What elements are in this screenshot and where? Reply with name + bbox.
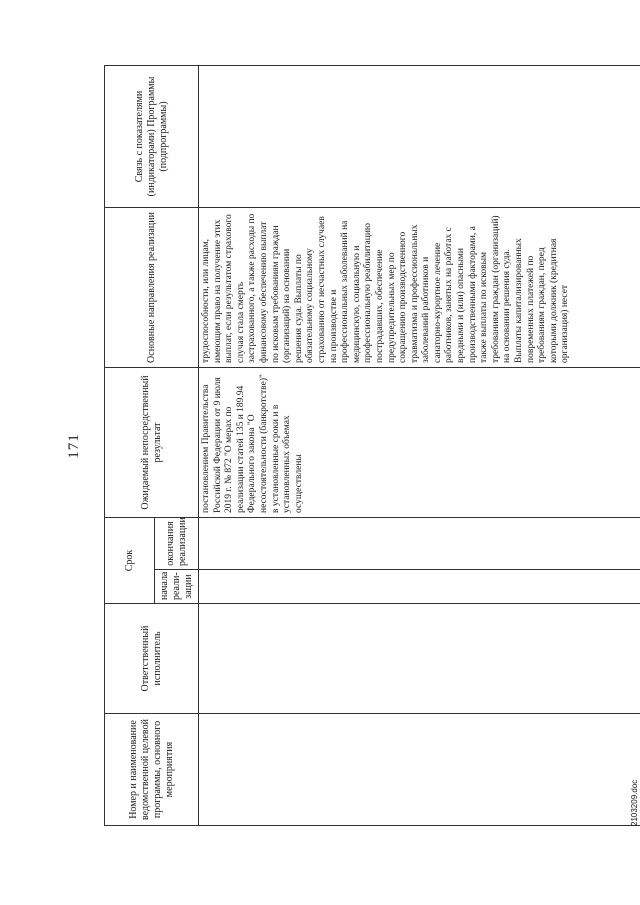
header-indicators-link: Связь с показателями (индикаторами) Программы (подпрограммы) (105, 66, 199, 208)
header-term-start: начала реали-зации (155, 570, 199, 604)
file-code: 2103209.doc (630, 779, 639, 826)
header-main-directions: Основные направления реализации (105, 208, 199, 368)
header-expected-result: Ожидаемый непосредственный результат (105, 368, 199, 518)
header-term-end: окончания реализации (155, 518, 199, 570)
cell-expected-result: постановлением Правительства Российской Федерации от 9 июля 2019 г. № 872 "О мерах по реализации статей 135 и 189.94 Федерального закона "О несостоятельности (банкротстве)" в установленные сроки и в установленных объемах осуществлены (199, 368, 640, 518)
page-number: 171 (66, 433, 82, 459)
header-row (105, 66, 155, 826)
cell-term-end (199, 518, 640, 570)
table-row (199, 66, 640, 826)
header-number-name: Номер и наименование ведомственной целевой программы, основного мероприятия (105, 714, 199, 826)
cell-number-name (199, 714, 640, 826)
header-term: Срок (105, 518, 155, 604)
header-executor: Ответственный исполнитель (105, 604, 199, 714)
rotated-page (64, 66, 640, 826)
program-table (104, 65, 640, 826)
cell-main-directions: трудоспособности, или лицам, имеющим право на получение этих выплат, если результатом страхового случая стала смерть застрахованного, а также расходы по финансовому обеспечению выплат по исковым требованиям граждан (организаций) на основании решения суда. Выплаты по обязательному социальному страхованию от несчастных случаев на производстве и профессиональных заболеваний на медицинскую, социальную и профессиональную реабилитацию пострадавших, обеспечение предупредительных мер по сокращению производственного травматизма и профессиональных заболеваний работников и санаторно-курортное лечение работников, занятых на работах с вредными и (или) опасными производственными факторами, а также выплаты по исковым требованиям граждан (организаций) на основании решения суда. Выплаты капитализированных повременных платежей по требованиям граждан, перед которыми должник (кредитная организация) несет (199, 208, 640, 368)
cell-executor (199, 604, 640, 714)
cell-indicators-link (199, 66, 640, 208)
cell-term-start (199, 570, 640, 604)
